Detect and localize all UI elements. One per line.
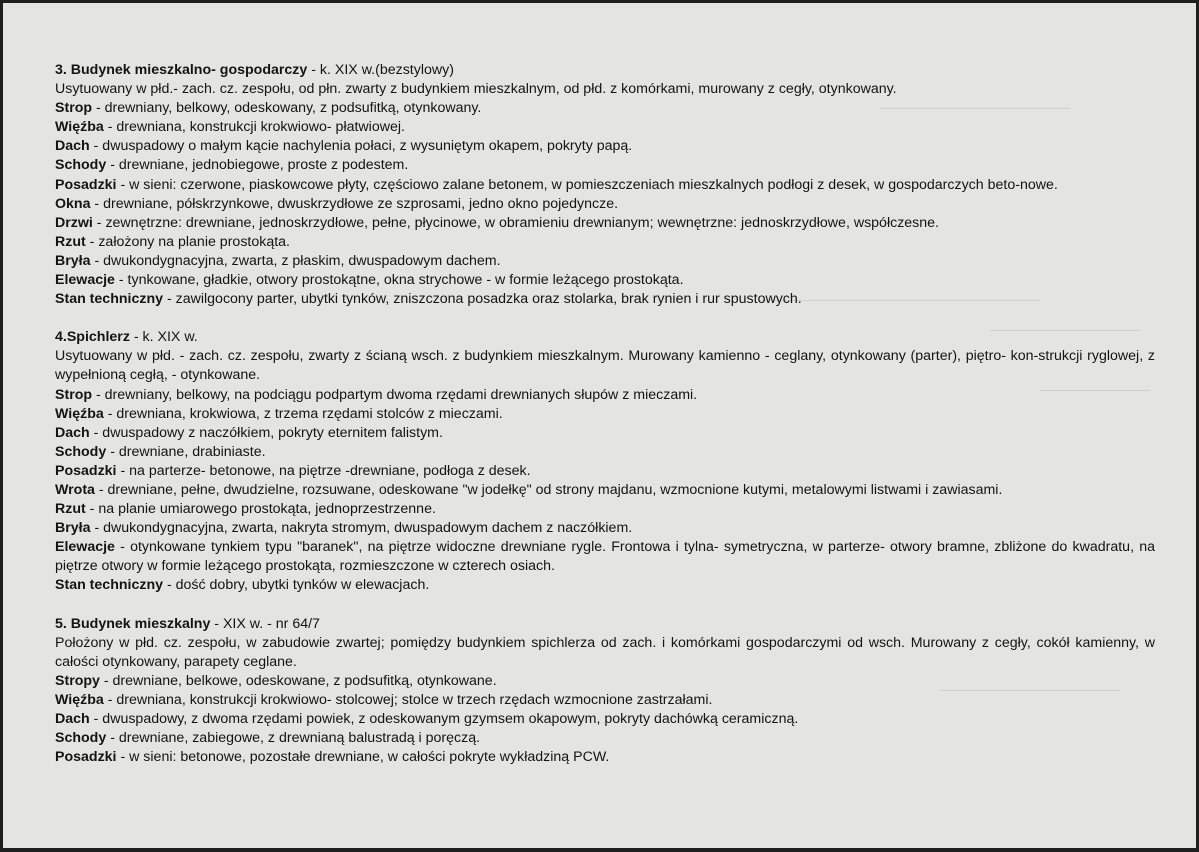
entry-text: - tynkowane, gładkie, otwory prostokątne, okna strychowe - w formie leżącego prostokąta. bbox=[114, 272, 684, 289]
entry-term: Elewacje bbox=[55, 272, 115, 289]
section-heading-title: 3. Budynek mieszkalno- gospodarczy bbox=[55, 62, 308, 78]
entry-term: Schody bbox=[55, 443, 107, 460]
entry-term: Rzut bbox=[55, 233, 86, 250]
entry-stropy bbox=[55, 672, 1155, 691]
entry-text: - dość dobry, ubytki tynków w elewacjach. bbox=[163, 577, 430, 594]
entry-posadzki bbox=[55, 462, 1155, 481]
entry-rzut bbox=[55, 500, 1155, 519]
entry-term: Więźba bbox=[55, 405, 104, 422]
entry-wiezba bbox=[55, 405, 1155, 424]
entry-schody bbox=[55, 729, 1155, 748]
entry-wiezba bbox=[55, 118, 1155, 137]
entry-text: - drewniany, belkowy, odeskowany, z podsufitką, otynkowany. bbox=[92, 100, 482, 117]
section-spacer bbox=[55, 309, 1155, 328]
entry-text: - drewniana, konstrukcji krokwiowo- stolcowej; stolce w trzech rzędach wzmocnione zastrzałami. bbox=[103, 691, 713, 708]
entry-term: Strop bbox=[55, 100, 93, 117]
section-heading bbox=[55, 328, 1155, 347]
entry-text: - drewniany, belkowy, na podciągu podpartym dwoma rzędami drewnianych słupów z mieczami. bbox=[92, 386, 698, 403]
section-intro: Usytuowany w płd.- zach. cz. zespołu, od płn. zwarty z budynkiem mieszkalnym, od płd. z komórkami, murowany z cegły, otynkowany. bbox=[55, 81, 897, 98]
entry-text: - dwuspadowy o małym kącie nachylenia połaci, z wysuniętym okapem, pokryty papą. bbox=[89, 138, 633, 155]
entry-term: Strop bbox=[55, 386, 93, 403]
entry-text: - dwuspadowy z naczółkiem, pokryty eternitem falistym. bbox=[89, 424, 443, 441]
entry-text: - zewnętrzne: drewniane, jednoskrzydłowe, pełne, płycinowe, w obramieniu drewnianym; wewnętrzne: jednoskrzydłowe, współczesne. bbox=[92, 214, 939, 231]
entry-text: - drewniana, krokwiowa, z trzema rzędami stolców z mieczami. bbox=[103, 405, 503, 422]
entry-term: Schody bbox=[55, 730, 107, 747]
section-spichlerz bbox=[55, 328, 1155, 595]
entry-drzwi bbox=[55, 214, 1155, 233]
entry-bryla bbox=[55, 519, 1155, 538]
entry-term: Posadzki bbox=[55, 176, 117, 193]
entry-strop bbox=[55, 386, 1155, 405]
entry-elewacje bbox=[55, 271, 1155, 290]
entry-term: Drzwi bbox=[55, 214, 93, 231]
entry-stan-techniczny bbox=[55, 290, 1155, 309]
entry-posadzki bbox=[55, 748, 1155, 767]
entry-term: Posadzki bbox=[55, 749, 117, 766]
section-heading bbox=[55, 61, 1155, 80]
entry-term: Stan techniczny bbox=[55, 577, 164, 594]
entry-schody bbox=[55, 443, 1155, 462]
entry-text: - drewniane, pełne, dwudzielne, rozsuwane, odeskowane "w jodełkę" od strony majdanu, wzmocnione kutymi, metalowymi listwami i zawiasami. bbox=[94, 481, 1003, 498]
entry-text: - założony na planie prostokąta. bbox=[85, 233, 290, 250]
entry-dach bbox=[55, 710, 1155, 729]
entry-dach bbox=[55, 424, 1155, 443]
entry-term: Wrota bbox=[55, 481, 95, 498]
entry-text: - drewniana, konstrukcji krokwiowo- płatwiowej. bbox=[103, 119, 405, 136]
section-heading bbox=[55, 615, 1155, 634]
section-intro: Położony w płd. cz. zespołu, w zabudowie zwartej; pomiędzy budynkiem spichlerza od zach. i komórkami gospodarczymi od wsch. Murowany z cegły, cokół kamienny, w całości otynkowany, parapety ceglane. bbox=[55, 634, 1155, 670]
entry-term: Więźba bbox=[55, 119, 104, 136]
section-heading-date: - XIX w. - nr 64/7 bbox=[210, 615, 320, 632]
entry-text: - drewniane, drabiniaste. bbox=[106, 443, 266, 460]
section-spacer bbox=[55, 596, 1155, 615]
entry-term: Posadzki bbox=[55, 462, 117, 479]
entry-text: - dwukondygnacyjna, zwarta, nakryta stromym, dwuspadowym dachem z naczółkiem. bbox=[90, 520, 633, 537]
entry-term: Elewacje bbox=[55, 539, 115, 556]
section-heading-title: 4.Spichlerz bbox=[55, 329, 130, 346]
entry-text: - dwukondygnacyjna, zwarta, z płaskim, dwuspadowym dachem. bbox=[90, 252, 501, 269]
entry-term: Stan techniczny bbox=[55, 291, 164, 308]
entry-term: Okna bbox=[55, 195, 91, 212]
entry-term: Więźba bbox=[55, 691, 104, 708]
section-intro: Usytuowany w płd. - zach. cz. zespołu, zwarty z ścianą wsch. z budynkiem mieszkalnym. Murowany kamienno - ceglany, otynkowany (parter), piętro- kon-strukcji ryglowej, z wypełnioną cegłą, - otynkowane. bbox=[55, 348, 1155, 384]
entry-term: Rzut bbox=[55, 501, 86, 518]
entry-text: - zawilgocony parter, ubytki tynków, zniszczona posadzka oraz stolarka, brak rynien i rur spustowych. bbox=[163, 291, 802, 308]
document-page bbox=[55, 61, 1155, 767]
entry-term: Dach bbox=[55, 424, 90, 441]
entry-term: Dach bbox=[55, 711, 90, 727]
entry-term: Dach bbox=[55, 138, 90, 155]
entry-stan-techniczny bbox=[55, 576, 1155, 595]
entry-wrota bbox=[55, 481, 1155, 500]
entry-dach bbox=[55, 137, 1155, 156]
entry-bryla bbox=[55, 252, 1155, 271]
entry-text: - w sieni: betonowe, pozostałe drewniane, w całości pokryte wykładziną PCW. bbox=[116, 749, 610, 766]
entry-rzut bbox=[55, 233, 1155, 252]
entry-text: - na planie umiarowego prostokąta, jednoprzestrzenne. bbox=[85, 501, 436, 518]
entry-term: Schody bbox=[55, 157, 107, 174]
entry-text: - drewniane, półskrzynkowe, dwuskrzydłowe ze szprosami, jedno okno pojedyncze. bbox=[90, 195, 619, 212]
section-heading-date: - k. XIX w. bbox=[129, 329, 198, 346]
section-heading-title: 5. Budynek mieszkalny bbox=[55, 615, 211, 632]
entry-term: Bryła bbox=[55, 520, 91, 537]
entry-text: - drewniane, zabiegowe, z drewnianą balustradą i poręczą. bbox=[106, 730, 481, 747]
entry-text: - dwuspadowy, z dwoma rzędami powiek, z odeskowanym gzymsem okapowym, pokryty dachówką ceramiczną. bbox=[89, 711, 799, 727]
section-budynek-mieszkalno-gospodarczy bbox=[55, 61, 1155, 309]
entry-wiezba bbox=[55, 691, 1155, 710]
entry-text: - w sieni: czerwone, piaskowcowe płyty, częściowo zalane betonem, w pomieszczeniach mieszkalnych podłogi z desek, w gospodarczych beto-nowe. bbox=[116, 176, 1058, 193]
entry-elewacje bbox=[55, 538, 1155, 576]
entry-text: - drewniane, jednobiegowe, proste z podestem. bbox=[106, 157, 409, 174]
entry-term: Bryła bbox=[55, 252, 91, 269]
entry-schody bbox=[55, 156, 1155, 175]
section-budynek-mieszkalny bbox=[55, 615, 1155, 768]
entry-text: - otynkowane tynkiem typu "baranek", na piętrze widoczne drewniane rygle. Frontowa i tylna- symetryczna, w parterze- otwory bramne, zbliżone do kwadratu, na piętrze otwory w formie leżącego prostokąta, rozmieszczone w czterech osiach. bbox=[55, 539, 1155, 575]
entry-posadzki bbox=[55, 176, 1155, 195]
entry-strop bbox=[55, 99, 1155, 118]
section-heading-date: - k. XIX w.(bezstylowy) bbox=[307, 62, 454, 78]
entry-text: - na parterze- betonowe, na piętrze -drewniane, podłoga z desek. bbox=[116, 462, 531, 479]
entry-text: - drewniane, belkowe, odeskowane, z podsufitką, otynkowane. bbox=[99, 672, 497, 689]
entry-okna bbox=[55, 195, 1155, 214]
entry-term: Stropy bbox=[55, 672, 100, 689]
